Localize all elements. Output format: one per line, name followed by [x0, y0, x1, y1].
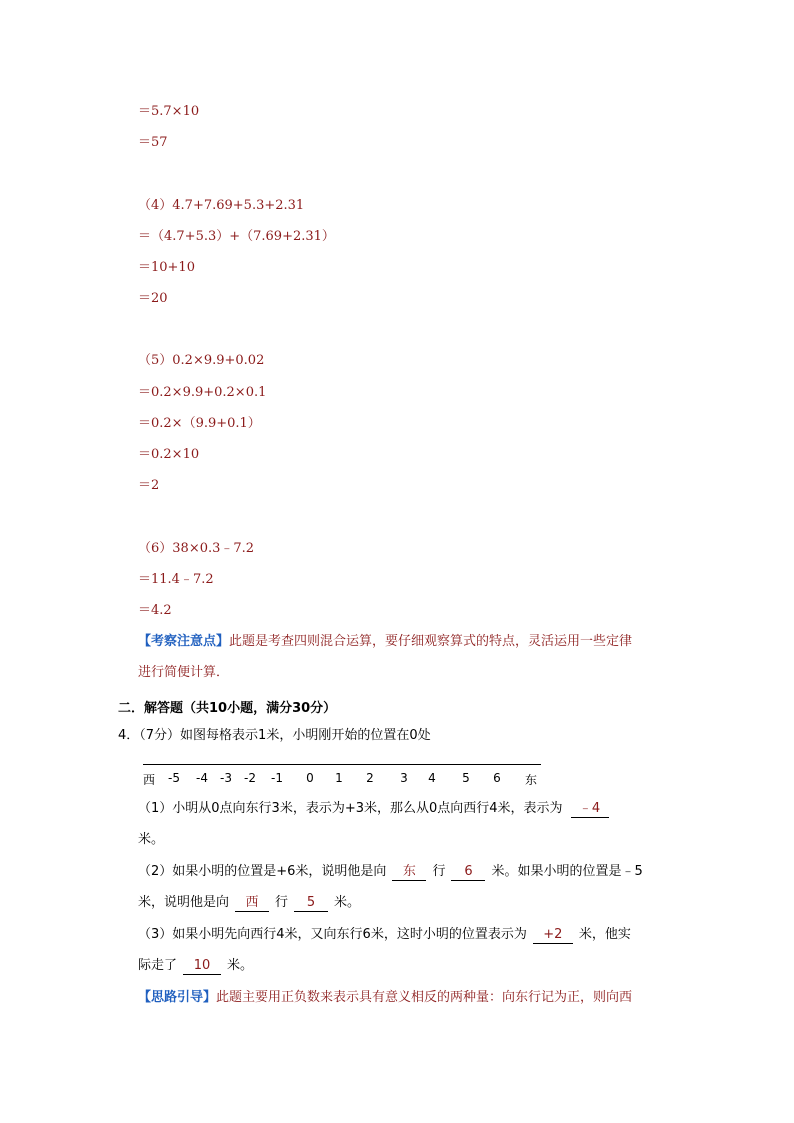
calc-step: （6）38×0.3﹣7.2	[138, 541, 255, 556]
note-text: 此题主要用正负数来表示具有意义相反的两种量：向东行记为正，则向西	[216, 990, 633, 1005]
numline-label: 0	[306, 771, 314, 785]
numline-label: -4	[196, 771, 208, 785]
note-observation-cont: 进行简便计算．	[138, 665, 230, 680]
answer-blank: 西	[235, 895, 269, 912]
part-text: （1）小明从0点向东行3米，表示为+3米，那么从0点向西行4米，表示为	[138, 801, 563, 816]
calc-step: ＝57	[138, 135, 168, 150]
answer-blank: 东	[392, 864, 426, 881]
numline-label: -5	[168, 771, 180, 785]
part-text: 米。	[227, 958, 254, 973]
question-part-3-cont	[138, 958, 253, 975]
section-title: 二．解答题（共10小题，满分30分）	[118, 701, 337, 716]
part-text: 行	[275, 895, 289, 910]
calc-step: （5）0.2×9.9+0.02	[138, 353, 265, 368]
question-part-2-cont	[138, 895, 360, 912]
part-text: （2）如果小明的位置是+6米，说明他是向	[138, 864, 387, 879]
answer-blank: 5	[294, 895, 328, 912]
part-text: 米，他实	[578, 927, 631, 942]
part-text: 米。	[334, 895, 361, 910]
numline-label: 2	[366, 771, 374, 785]
part-text: 米，说明他是向	[138, 895, 230, 910]
numline-label: -2	[244, 771, 256, 785]
note-tag: 【思路引导】	[138, 990, 217, 1005]
calc-step: ＝0.2×（9.9+0.1）	[138, 416, 261, 431]
part-text: 米。如果小明的位置是﹣5	[491, 864, 643, 879]
numline-label: -3	[220, 771, 232, 785]
numline-label: 西	[142, 773, 156, 787]
answer-blank: 6	[451, 864, 485, 881]
numline-label: -1	[271, 771, 283, 785]
calc-step: ＝5.7×10	[138, 104, 200, 119]
part-text: 行	[432, 864, 446, 879]
question-stem: 4．（7分）如图每格表示1米，小明刚开始的位置在0处	[118, 728, 431, 743]
question-part-1	[138, 801, 609, 818]
calc-step: ＝（4.7+5.3）+（7.69+2.31）	[138, 229, 335, 244]
numline-label: 1	[335, 771, 343, 785]
calc-step: ＝11.4﹣7.2	[138, 572, 214, 587]
question-part-3	[138, 927, 631, 944]
answer-blank: 10	[183, 958, 221, 975]
part-text: 际走了	[138, 958, 178, 973]
note-observation	[138, 634, 632, 650]
calc-step: ＝2	[138, 478, 160, 493]
question-part-2	[138, 864, 643, 881]
answer-blank: +2	[533, 927, 573, 944]
question-part-1-cont: 米。	[138, 832, 165, 847]
numline-label: 东	[524, 773, 538, 787]
numline-label: 6	[493, 771, 501, 785]
note-tag: 【考察注意点】	[138, 634, 230, 649]
answer-blank: ﹣4	[571, 801, 609, 818]
calc-step: ＝20	[138, 291, 168, 306]
note-text: 此题是考查四则混合运算，要仔细观察算式的特点，灵活运用一些定律	[229, 634, 633, 649]
number-line	[143, 764, 541, 765]
calc-step: ＝0.2×10	[138, 447, 200, 462]
numline-label: 3	[400, 771, 408, 785]
part-text: （3）如果小明先向西行4米，又向东行6米，这时小明的位置表示为	[138, 927, 527, 942]
numline-label: 5	[462, 771, 470, 785]
note-hint	[138, 990, 632, 1006]
calc-step: ＝10+10	[138, 260, 195, 275]
calc-step: ＝4.2	[138, 603, 172, 618]
calc-step: ＝0.2×9.9+0.2×0.1	[138, 385, 267, 400]
numline-label: 4	[428, 771, 436, 785]
calc-step: （4）4.7+7.69+5.3+2.31	[138, 198, 305, 213]
